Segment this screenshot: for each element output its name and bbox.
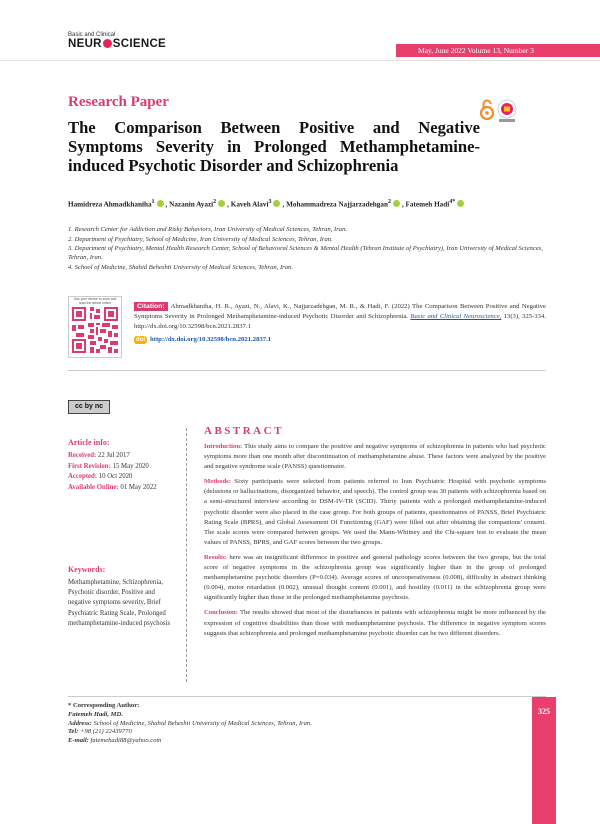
abstract-section-label: Methods: bbox=[204, 478, 231, 486]
corresponding-heading: * Corresponding Author: bbox=[68, 702, 140, 709]
logo-text-left: NEUR bbox=[68, 38, 102, 50]
author-affil-sup: 4* bbox=[449, 199, 456, 205]
date-row bbox=[68, 472, 157, 483]
tel-value: +98 (21) 22439770 bbox=[80, 728, 132, 736]
date-row bbox=[68, 483, 157, 494]
email-label: E-mail: bbox=[68, 737, 89, 745]
qr-caption: Use your device to scan and read the article online bbox=[73, 297, 117, 305]
keywords-list: Methamphetamine, Schizophrenia, Psychotic disorder, Positive and negative symptoms severity, Brief Psychiatric Rating Scale, Prolonged methamphetamine-induced psychosis bbox=[68, 579, 171, 627]
doi-icon: doi bbox=[136, 337, 145, 343]
address-value: School of Medicine, Shahid Beheshti University of Medical Sciences, Tehran, Iran. bbox=[93, 719, 312, 727]
journal-logo-subtitle: Basic and Clinical bbox=[68, 32, 116, 38]
cc-license-badge[interactable]: cc by nc bbox=[68, 400, 110, 414]
orcid-icon[interactable] bbox=[273, 200, 280, 207]
email-row bbox=[68, 737, 448, 746]
date-label: Available Online: bbox=[68, 483, 119, 491]
corresponding-name: Fatemeh Hadi, MD. bbox=[68, 710, 123, 718]
doi-link[interactable]: http://dx.doi.org/10.32598/bcn.2021.2837.1 bbox=[150, 336, 272, 343]
author-name[interactable]: Nazanin Ayazi bbox=[169, 200, 214, 209]
corresponding-author bbox=[68, 702, 448, 746]
orcid-icon[interactable] bbox=[457, 200, 464, 207]
citation-details: 13(3), 325-334. http://dx.doi.org/10.32598/bcn.2021.2837.1 bbox=[134, 313, 546, 330]
author-affil-sup: 2 bbox=[387, 199, 391, 205]
article-dates bbox=[68, 451, 157, 493]
logo-text-right: SCIENCE bbox=[112, 38, 167, 50]
tel-row bbox=[68, 728, 448, 737]
affiliation-list bbox=[68, 226, 546, 274]
doi-row bbox=[134, 336, 271, 344]
abstract-section bbox=[204, 553, 546, 603]
abstract-body bbox=[204, 442, 546, 644]
email-link[interactable]: fatemehadi88@yahoo.com bbox=[90, 737, 162, 745]
date-label: Accepted: bbox=[68, 473, 98, 481]
author-name[interactable]: Fatemeh Hadi bbox=[405, 200, 450, 209]
date-label: Received: bbox=[68, 452, 97, 459]
column-separator bbox=[186, 428, 187, 682]
author-affil-sup: 3 bbox=[268, 199, 272, 205]
date-row bbox=[68, 451, 157, 462]
abstract-section-text: Sixty participants were selected from patients referred to Iran Psychiatric Hospital with psychotic symptoms (delusions or hallucinations, disorganized behavior, and speech). The control group was 30 patients with schizophrenia based on a semi-structured interview according to DSM-IV-TR (SCID). Thirty patients with a prolonged methamphetamine-induced psychotic disorder were also placed in the case group. For both groups of patients, questionnaires of PANSS, Brief Psychiatric Rating Scale (BPRS), and Global Assessment Of Functioning (GAF) were filled out after obtaining the companions' consent. The scale scores were compared between groups. We used the Mann-Whitney and the Chi-square test to evaluate the mean values of PANSS, BPRS, and GAF scores between the two groups. bbox=[204, 478, 546, 546]
journal-logo bbox=[68, 38, 166, 50]
abstract-section bbox=[204, 608, 546, 638]
page-number: 325 bbox=[532, 697, 556, 824]
abstract-section-text: This study aims to compare the positive and negative symptoms of schizophrenia in patients who had psychotic symptoms more than one month after discontinuation of methamphetamine abuse. These factors were analyzed by the positive and negative syndrome scale (PANSS) questionnaire. bbox=[204, 443, 546, 471]
logo-o-icon bbox=[103, 39, 112, 48]
keywords-heading: Keywords: bbox=[68, 565, 106, 574]
open-access-icon[interactable] bbox=[481, 101, 493, 120]
date-value: 22 Jul 2017 bbox=[98, 452, 130, 459]
abstract-section-label: Introduction: bbox=[204, 443, 243, 450]
date-label: First Revision: bbox=[68, 462, 111, 470]
citation-journal-link[interactable]: Basic and Clinical Neuroscience, bbox=[410, 313, 502, 320]
citation-block bbox=[134, 302, 546, 332]
abstract-heading: ABSTRACT bbox=[204, 425, 284, 437]
address-label: Address: bbox=[68, 719, 92, 727]
affiliation: 2. Department of Psychiatry, School of Medicine, Iran University of Medical Sciences, Tehran, Iran. bbox=[68, 235, 333, 243]
middle-divider bbox=[68, 370, 546, 371]
affiliation: 3. Department of Psychiatry, Mental Health Research Center, School of Behavioral Sciences & Mental Health (Tehran Institute of Psychiatry), Iran University of Medical Sciences, Tehran, Iran. bbox=[68, 245, 543, 262]
paper-type: Research Paper bbox=[68, 94, 169, 110]
crossmark-icon[interactable] bbox=[498, 100, 516, 122]
author-name[interactable]: Hamidreza Ahmadkhaniha bbox=[68, 200, 152, 209]
access-icons bbox=[480, 98, 520, 124]
date-value: 15 May 2020 bbox=[112, 462, 149, 470]
orcid-icon[interactable] bbox=[218, 200, 225, 207]
date-value: 01 May 2022 bbox=[120, 483, 157, 491]
orcid-icon[interactable] bbox=[393, 200, 400, 207]
affiliation: 4. School of Medicine, Shahid Beheshti University of Medical Sciences, Tehran, Iran. bbox=[68, 263, 293, 271]
abstract-section-text: The results showed that most of the disturbances in patients with schizophrenia might be more influenced by the expression of cognitive disabilities than those with methamphetamine psychosis. The difference in negative symptom scores suggests that schizophrenia and prolonged methamphetamine psychotic disorder can be two different disorders. bbox=[204, 609, 546, 637]
top-divider bbox=[0, 60, 600, 61]
abstract-section-label: Conclusion: bbox=[204, 609, 238, 617]
author-affil-sup: 2 bbox=[213, 199, 217, 205]
address-row bbox=[68, 720, 448, 729]
author-affil-sup: 1 bbox=[151, 199, 155, 205]
issue-banner: May, June 2022 Volume 13, Number 3 bbox=[396, 44, 600, 57]
author-list: Hamidreza Ahmadkhaniha$^1$ , Nazanin Ayazi$^2$ , Kaveh Alavi$^3$ , Mohammadreza Najjarzadehgan$^2$ , Fatemeh Hadi$^{4*}$ bbox=[68, 196, 538, 210]
paper-title: The Comparison Between Positive and Negative Symptoms Severity in Prolonged Methamphetamine-induced Psychotic Disorder and Schizophrenia bbox=[68, 118, 480, 175]
affiliation: 1. Research Center for Addiction and Risky Behaviors, Iran University of Medical Sciences, Tehran, Iran. bbox=[68, 226, 348, 233]
citation-text: Ahmadkhaniha, H. R., Ayazi, N., Alavi, K., Najjarzadehgan, M. R., & Hadi, F. (2022) The Comparison Between Positive and Negative Symptoms Severity in Prolonged Methamphetamine-induced Psychotic Disorder and Schizophrenia. bbox=[134, 303, 546, 320]
abstract-section bbox=[204, 442, 546, 472]
orcid-icon[interactable] bbox=[157, 200, 164, 207]
qr-code-icon[interactable] bbox=[72, 307, 118, 353]
abstract-section bbox=[204, 477, 546, 548]
abstract-section-text: here was an insignificant difference in positive and general pathology scores between the two groups, but the total score of negative symptoms in the schizophrenia group was significantly higher than in the group of prolonged methamphetamine psychotic disorders (P=0.034). Average scores of uncooperativeness (0.008), difficulty in abstract thinking (0.004), motor retardation (0.002), unusual thought content (0.001), and hostility (0.011) in the schizophrenia group were significantly higher than those in the prolonged methamphetamine psychosis. bbox=[204, 553, 546, 602]
author-name[interactable]: Mohammadreza Najjarzadehgan bbox=[286, 200, 388, 209]
date-row bbox=[68, 462, 157, 473]
date-value: 10 Oct 2020 bbox=[98, 473, 133, 481]
tel-label: Tel: bbox=[68, 728, 79, 736]
bottom-divider bbox=[68, 696, 546, 697]
author-name[interactable]: Kaveh Alavi bbox=[230, 200, 269, 209]
abstract-section-label: Results: bbox=[204, 553, 227, 561]
citation-label: Citation: bbox=[134, 302, 168, 311]
article-info-heading: Article info: bbox=[68, 438, 110, 447]
